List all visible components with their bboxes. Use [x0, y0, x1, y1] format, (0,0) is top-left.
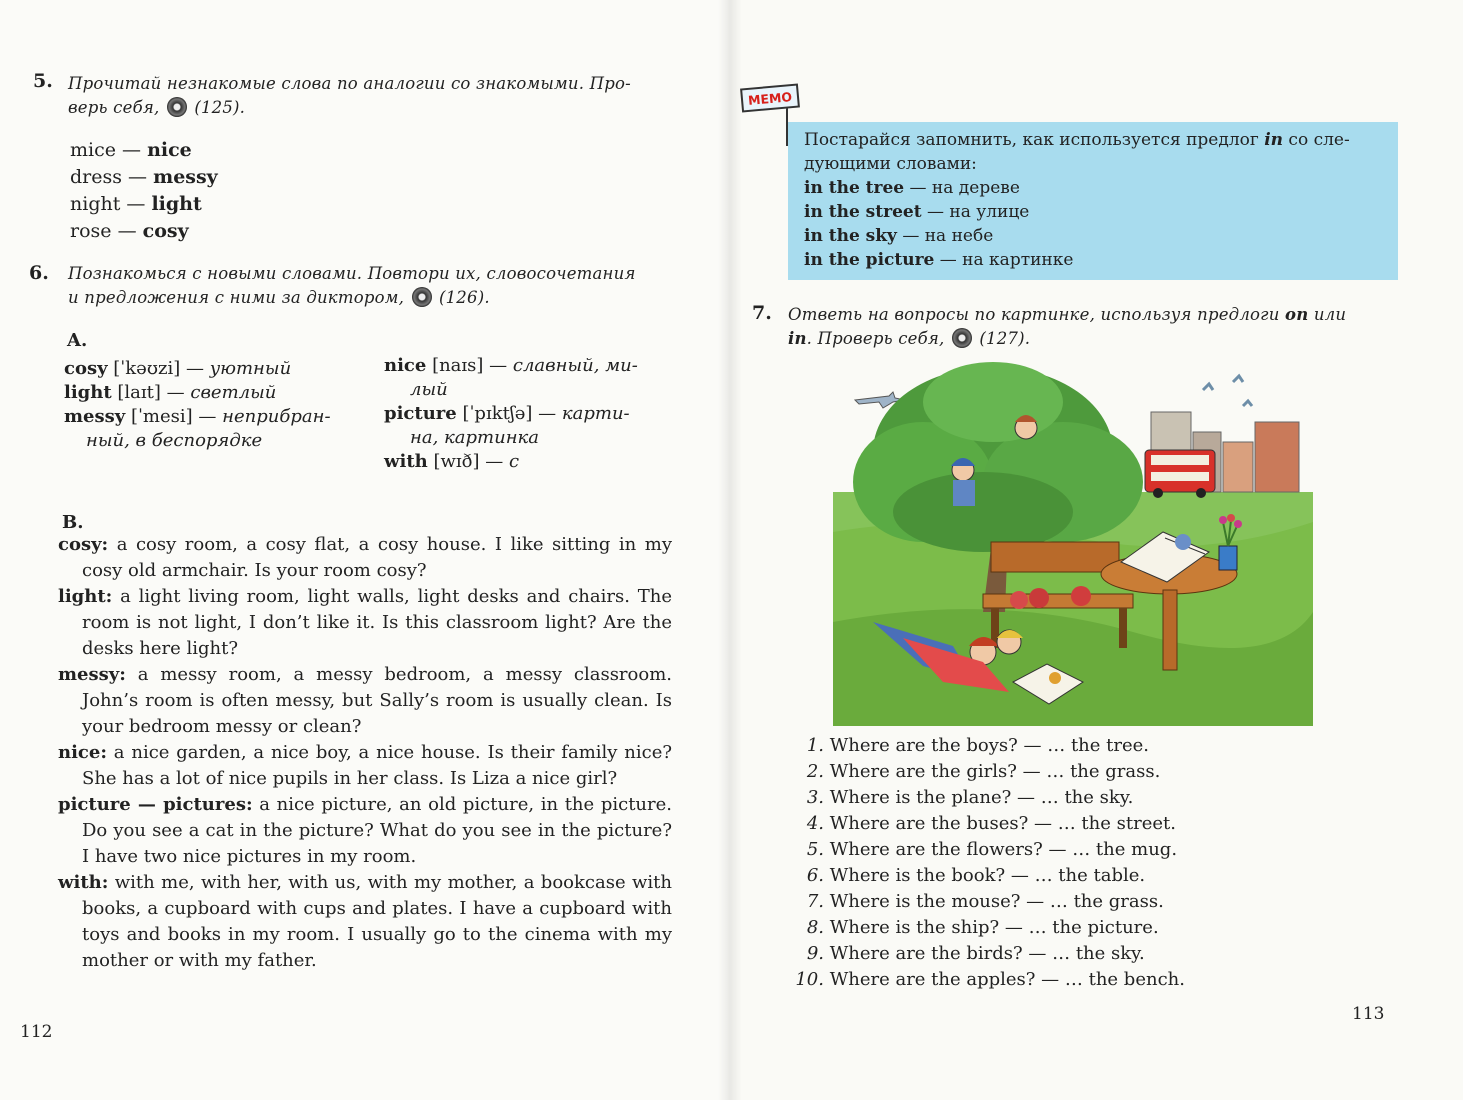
question-text: Where is the plane? — … the sky. — [829, 787, 1134, 808]
question-item — [794, 915, 1264, 941]
vocab-entry — [64, 357, 354, 381]
question-number: 10. — [795, 969, 824, 990]
vocab-dash: — — [180, 358, 210, 379]
vocab-word: with — [384, 451, 428, 472]
vocab-dash: — — [192, 406, 223, 427]
question-item — [794, 811, 1264, 837]
vocab-ipa: [ˈpɪktʃə] — [456, 403, 533, 424]
ex6-instruction — [68, 262, 688, 310]
vocab-entry-cont — [64, 429, 354, 453]
ex5-instruction-line1: Прочитай незнакомые слова по аналогии со знакомыми. Про- — [68, 74, 631, 93]
ex5-pair — [70, 218, 218, 245]
vocab-dash: — — [479, 451, 509, 472]
entry-head: light: — [58, 586, 113, 607]
pair-dash: — — [115, 139, 148, 161]
usage-entry-messy — [58, 662, 672, 740]
question-text: Where are the flowers? — … the mug. — [829, 839, 1178, 860]
ex6-number: 6. — [29, 262, 49, 284]
ex5-pairs — [70, 137, 218, 245]
vocab-ipa: [ˈkəʊzi] — [107, 358, 181, 379]
question-number: 3. — [806, 787, 824, 808]
pair-new: nice — [147, 139, 192, 161]
question-text: Where is the book? — … the table. — [829, 865, 1146, 886]
audio-disc-icon — [167, 97, 187, 117]
vocab-dash: — — [160, 382, 191, 403]
audio-disc-icon — [412, 287, 432, 307]
memo-flag: MEMO — [740, 84, 800, 113]
usage-entry-cosy — [58, 532, 672, 584]
vocab-dash: — — [483, 355, 513, 376]
vocab-word: picture — [384, 403, 457, 424]
vocab-entry — [64, 381, 354, 405]
question-number: 5. — [806, 839, 824, 860]
vocab-translation-cont: лый — [410, 379, 448, 400]
question-text: Where are the girls? — … the grass. — [829, 761, 1161, 782]
question-text: Where are the apples? — … the bench. — [829, 969, 1185, 990]
vocab-entry-cont — [384, 378, 684, 402]
pair-new: light — [151, 193, 202, 215]
question-item — [794, 785, 1264, 811]
entry-text: a cosy room, a cosy flat, a cosy house. I like sitting in my cosy old armchair. Is your room cosy? — [82, 534, 672, 581]
usage-entry-light — [58, 584, 672, 662]
memo-intro-text: Постарайся запомнить, как используется предлог — [804, 130, 1265, 150]
question-text: Where is the ship? — … the picture. — [829, 917, 1159, 938]
memo-box — [788, 122, 1398, 280]
boy-in-tree — [1015, 415, 1037, 439]
vocab-right-column — [384, 354, 684, 474]
pair-known: night — [70, 193, 121, 215]
ex7-audio-ref: (127). — [979, 329, 1031, 348]
pair-known: mice — [70, 139, 116, 161]
memo-intro-text2: со сле- — [1283, 130, 1350, 150]
ex5-instruction-line2 — [68, 96, 688, 120]
ex6-instruction-line1: Познакомься с новыми словами. Повтори их, словосочетания — [68, 264, 636, 283]
memo-item-en: in the tree — [804, 178, 905, 198]
question-number: 4. — [806, 813, 824, 834]
vocab-translation: с — [508, 451, 520, 472]
question-text: Where are the boys? — … the tree. — [829, 735, 1150, 756]
vocab-entry-cont — [384, 426, 684, 450]
vocab-entry — [64, 405, 354, 429]
vocab-dash: — — [532, 403, 562, 424]
vocab-left-column — [64, 357, 354, 453]
vocab-word: cosy — [64, 358, 108, 379]
question-text: Where are the birds? — … the sky. — [829, 943, 1145, 964]
vocab-translation: неприбран- — [222, 406, 331, 427]
entry-head: nice: — [58, 742, 107, 763]
memo-item — [804, 176, 1384, 200]
question-item — [794, 759, 1264, 785]
pair-known: dress — [70, 166, 122, 188]
section-b-entries — [58, 532, 672, 974]
question-item — [794, 967, 1264, 993]
pair-dash: — — [122, 166, 154, 188]
vocab-entry — [384, 450, 684, 474]
memo-intro — [804, 128, 1384, 152]
vocab-translation: уютный — [209, 358, 292, 379]
question-item — [794, 863, 1264, 889]
usage-entry-nice — [58, 740, 672, 792]
memo-prep: in — [1264, 130, 1284, 150]
ex6-audio-ref: (126). — [438, 288, 490, 307]
vocab-word: nice — [384, 355, 427, 376]
entry-text: a light living room, light walls, light desks and chairs. The room is not light, I don’t like it. Is this classroom light? Are the desks here light? — [82, 586, 672, 659]
vocab-translation: славный, ми- — [512, 355, 638, 376]
question-item — [794, 837, 1264, 863]
vocab-translation-cont: на, картинка — [410, 427, 540, 448]
section-b-label: B. — [62, 512, 84, 533]
vocab-ipa: [laɪt] — [111, 382, 161, 403]
ex7-instruction — [788, 303, 1408, 351]
pair-dash: — — [111, 220, 143, 242]
vocab-word: light — [64, 382, 112, 403]
ex5-instruction — [68, 72, 688, 120]
boy-in-tree — [951, 458, 975, 506]
entry-head: picture — pictures: — [58, 794, 253, 815]
red-bus — [1145, 450, 1215, 498]
book-gutter — [718, 0, 742, 1100]
ex7-instr-text: Ответь на вопросы по картинке, используя предлоги — [788, 305, 1285, 324]
ex6-instruction-text2: и предложения с ними за диктором, — [68, 288, 405, 307]
usage-entry-with — [58, 870, 672, 974]
question-number: 7. — [806, 891, 824, 912]
audio-disc-icon — [952, 328, 972, 348]
memo-item — [804, 200, 1384, 224]
vocab-word: messy — [64, 406, 126, 427]
ex7-instr-text-b: или — [1308, 305, 1347, 324]
ex5-audio-ref: (125). — [194, 98, 246, 117]
ex5-pair — [70, 164, 218, 191]
memo-item-en: in the picture — [804, 250, 935, 270]
memo-item-ru: — на небе — [896, 226, 994, 246]
pair-known: rose — [70, 220, 112, 242]
vocab-ipa: [ˈmesi] — [125, 406, 193, 427]
memo-item-en: in the sky — [804, 226, 897, 246]
page-number-right: 113 — [1352, 1004, 1385, 1024]
ex7-number: 7. — [752, 302, 772, 324]
ex7-instruction-line1 — [788, 303, 1408, 327]
section-a-label: A. — [67, 330, 88, 351]
ex7-instruction-line2 — [788, 327, 1408, 351]
memo-item-en: in the street — [804, 202, 922, 222]
pair-new: cosy — [142, 220, 189, 242]
question-number: 1. — [806, 735, 824, 756]
vocab-translation-cont: ный, в беспорядке — [86, 430, 263, 451]
entry-head: cosy: — [58, 534, 109, 555]
ex5-pair — [70, 191, 218, 218]
ex6-instruction-line2 — [68, 286, 688, 310]
question-text: Where is the mouse? — … the grass. — [829, 891, 1164, 912]
ex5-pair — [70, 137, 218, 164]
memo-intro-line2: дующими словами: — [804, 154, 977, 174]
entry-head: messy: — [58, 664, 126, 685]
question-item — [794, 941, 1264, 967]
memo-item — [804, 224, 1384, 248]
ex5-instruction-text2: верь себя, — [68, 98, 160, 117]
memo-item-ru: — на улице — [921, 202, 1030, 222]
entry-text: a messy room, a messy bedroom, a messy classroom. John’s room is often messy, but Sally’s room is usually clean. Is your bedroom messy or clean? — [82, 664, 672, 737]
ex7-prep-on: on — [1284, 305, 1309, 324]
question-number: 9. — [806, 943, 824, 964]
ex7-questions — [794, 733, 1264, 993]
ex7-prep-in: in — [788, 329, 807, 348]
vocab-ipa: [naɪs] — [426, 355, 484, 376]
question-item — [794, 733, 1264, 759]
memo-item-ru: — на дереве — [904, 178, 1020, 198]
page-number-left: 112 — [20, 1022, 53, 1042]
vocab-entry — [384, 402, 684, 426]
entry-text: a nice garden, a nice boy, a nice house. Is their family nice? She has a lot of nice pupils in her class. Is Liza a nice girl? — [82, 742, 672, 789]
question-number: 2. — [806, 761, 824, 782]
question-item — [794, 889, 1264, 915]
entry-text: with me, with her, with us, with my mother, a bookcase with books, a cupboard with cups and plates. I have a cupboard with toys and books in my room. I usually go to the cinema with my mother or with my father. — [82, 872, 672, 971]
entry-text: a nice picture, an old picture, in the picture. Do you see a cat in the picture? What do you see in the picture? I have two nice pictures in my room. — [82, 794, 672, 867]
vocab-translation: светлый — [190, 382, 277, 403]
entry-head: with: — [58, 872, 109, 893]
pair-new: messy — [153, 166, 218, 188]
question-number: 6. — [806, 865, 824, 886]
memo-item-ru: — на картинке — [934, 250, 1074, 270]
memo-item — [804, 248, 1384, 272]
park-illustration — [833, 362, 1313, 726]
pair-dash: — — [120, 193, 152, 215]
vocab-translation: карти- — [561, 403, 630, 424]
usage-entry-picture — [58, 792, 672, 870]
question-number: 8. — [806, 917, 824, 938]
vocab-ipa: [wɪð] — [427, 451, 480, 472]
ex7-instr-text2: . Проверь себя, — [806, 329, 945, 348]
vocab-entry — [384, 354, 684, 378]
ex5-number: 5. — [33, 70, 53, 92]
question-text: Where are the buses? — … the street. — [829, 813, 1176, 834]
